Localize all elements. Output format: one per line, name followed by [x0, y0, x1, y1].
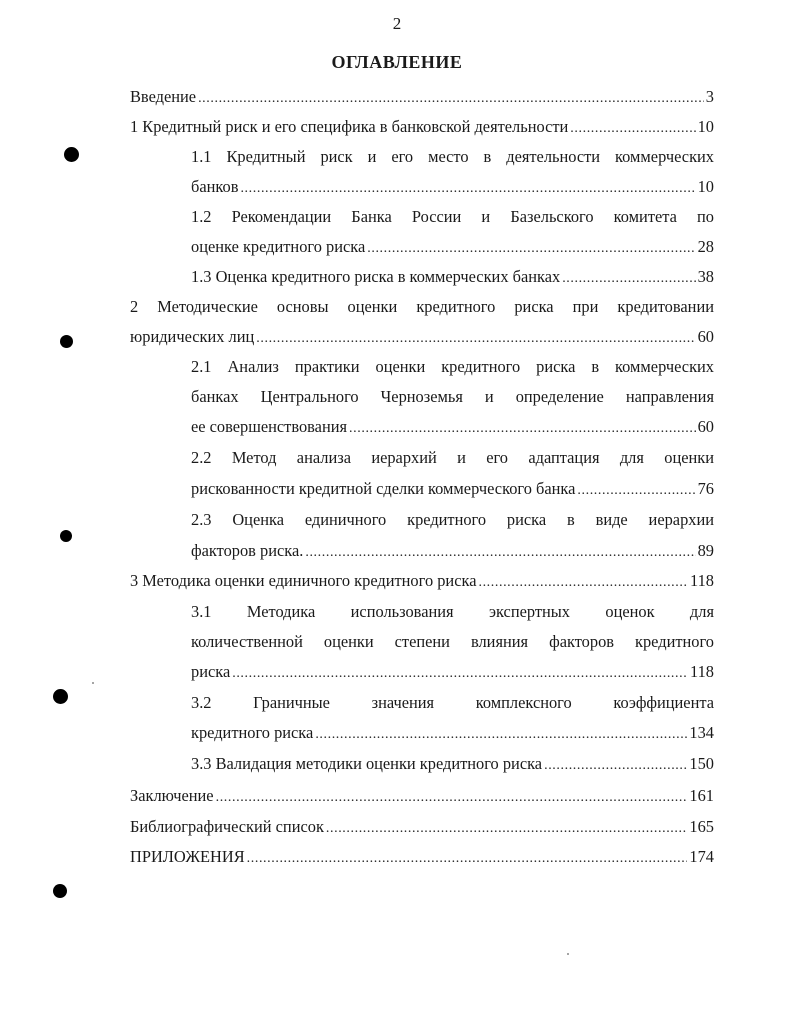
toc-entry-3-2-line[interactable]: 3.2 Граничные значения комплексного коэффициента — [191, 693, 714, 712]
toc-page-number: 10 — [697, 177, 714, 196]
dot-leader — [198, 84, 704, 114]
toc-entry-chapter-2[interactable]: юридических лиц ..... 60 — [130, 322, 714, 352]
punch-hole-mark — [60, 530, 72, 542]
dot-leader — [367, 234, 695, 264]
toc-entry-1-1-line[interactable]: 1.1 Кредитный риск и его место в деятельности коммерческих — [191, 147, 714, 166]
toc-entry-conclusion[interactable]: Заключение ..... 161 — [130, 781, 714, 811]
toc-entry-2-2-line[interactable]: 2.2 Метод анализа иерархий и его адаптация для оценки — [191, 448, 714, 467]
toc-entry-chapter-3[interactable]: 3 Методика оценки единичного кредитного риска ..... 118 — [130, 566, 714, 596]
toc-entry-2-1-line[interactable]: 2.1 Анализ практики оценки кредитного риска в коммерческих — [191, 357, 714, 376]
page-number: 2 — [392, 14, 402, 33]
punch-hole-mark — [53, 884, 67, 898]
toc-entry-3-1[interactable]: риска ..... 118 — [191, 657, 714, 687]
dot-leader — [478, 568, 688, 598]
punch-hole-mark — [64, 147, 79, 162]
toc-page-number: 10 — [697, 117, 714, 136]
punch-hole-mark — [60, 335, 73, 348]
toc-entry-chapter-1[interactable]: 1 Кредитный риск и его специфика в банковской деятельности ..... 10 — [130, 112, 714, 142]
toc-entry-2-3-line[interactable]: 2.3 Оценка единичного кредитного риска в виде иерархии — [191, 510, 714, 529]
toc-page-number: 118 — [690, 571, 714, 590]
page-title: ОГЛАВЛЕНИЕ — [331, 52, 463, 72]
dot-leader — [570, 114, 695, 144]
toc-entry-3-3[interactable]: 3.3 Валидация методики оценки кредитного риска ..... 150 — [191, 749, 714, 779]
toc-page-number: 134 — [689, 723, 714, 742]
toc-page-number: 38 — [697, 267, 714, 286]
toc-page-number: 60 — [697, 327, 714, 346]
toc-page-number: 118 — [690, 662, 714, 681]
toc-entry-3-1-line[interactable]: количественной оценки степени влияния факторов кредитного — [191, 632, 714, 651]
toc-entry-3-1-line[interactable]: 3.1 Методика использования экспертных оценок для — [191, 602, 714, 621]
scan-speck — [92, 682, 94, 684]
toc-entry-intro[interactable]: Введение ..... 3 — [130, 82, 714, 112]
toc-entry-1-1[interactable]: банков ..... 10 — [191, 172, 714, 202]
toc-page-number: 174 — [689, 847, 714, 866]
dot-leader — [544, 751, 687, 781]
toc-entry-2-2[interactable]: рискованности кредитной сделки коммерческого банка ..... 76 — [191, 474, 714, 504]
toc-entry-2-1[interactable]: ее совершенствования ..... 60 — [191, 412, 714, 442]
dot-leader — [577, 476, 695, 506]
toc-entry-1-2-line[interactable]: 1.2 Рекомендации Банка России и Базельского комитета по — [191, 207, 714, 226]
dot-leader — [326, 814, 688, 844]
dot-leader — [305, 538, 695, 568]
dot-leader — [247, 844, 688, 874]
toc-page-number: 89 — [697, 541, 714, 560]
toc-page-number: 76 — [697, 479, 714, 498]
dot-leader — [349, 414, 696, 444]
toc-page-number: 161 — [689, 786, 714, 805]
toc-entry-appendices[interactable]: ПРИЛОЖЕНИЯ ..... 174 — [130, 842, 714, 872]
toc-page-number: 28 — [697, 237, 714, 256]
toc-page-number: 3 — [705, 87, 714, 106]
toc-page-number: 60 — [697, 417, 714, 436]
toc-entry-3-2[interactable]: кредитного риска ..... 134 — [191, 718, 714, 748]
toc-entry-chapter-2-line[interactable]: 2 Методические основы оценки кредитного риска при кредитовании — [130, 297, 714, 316]
scan-speck — [567, 953, 569, 955]
toc-entry-2-3[interactable]: факторов риска. ..... 89 — [191, 536, 714, 566]
toc-page-number: 165 — [689, 817, 714, 836]
dot-leader — [232, 659, 688, 689]
toc-entry-2-1-line[interactable]: банках Центрального Черноземья и определение направления — [191, 387, 714, 406]
toc-entry-bibliography[interactable]: Библиографический список ..... 165 — [130, 812, 714, 842]
toc-entry-1-3[interactable]: 1.3 Оценка кредитного риска в коммерческих банках ..... 38 — [191, 262, 714, 292]
dot-leader — [240, 174, 695, 204]
toc-page-number: 150 — [689, 754, 714, 773]
dot-leader — [315, 720, 687, 750]
punch-hole-mark — [53, 689, 68, 704]
dot-leader — [256, 324, 695, 354]
toc-entry-1-2[interactable]: оценке кредитного риска ..... 28 — [191, 232, 714, 262]
dot-leader — [216, 783, 688, 813]
dot-leader — [562, 264, 695, 294]
